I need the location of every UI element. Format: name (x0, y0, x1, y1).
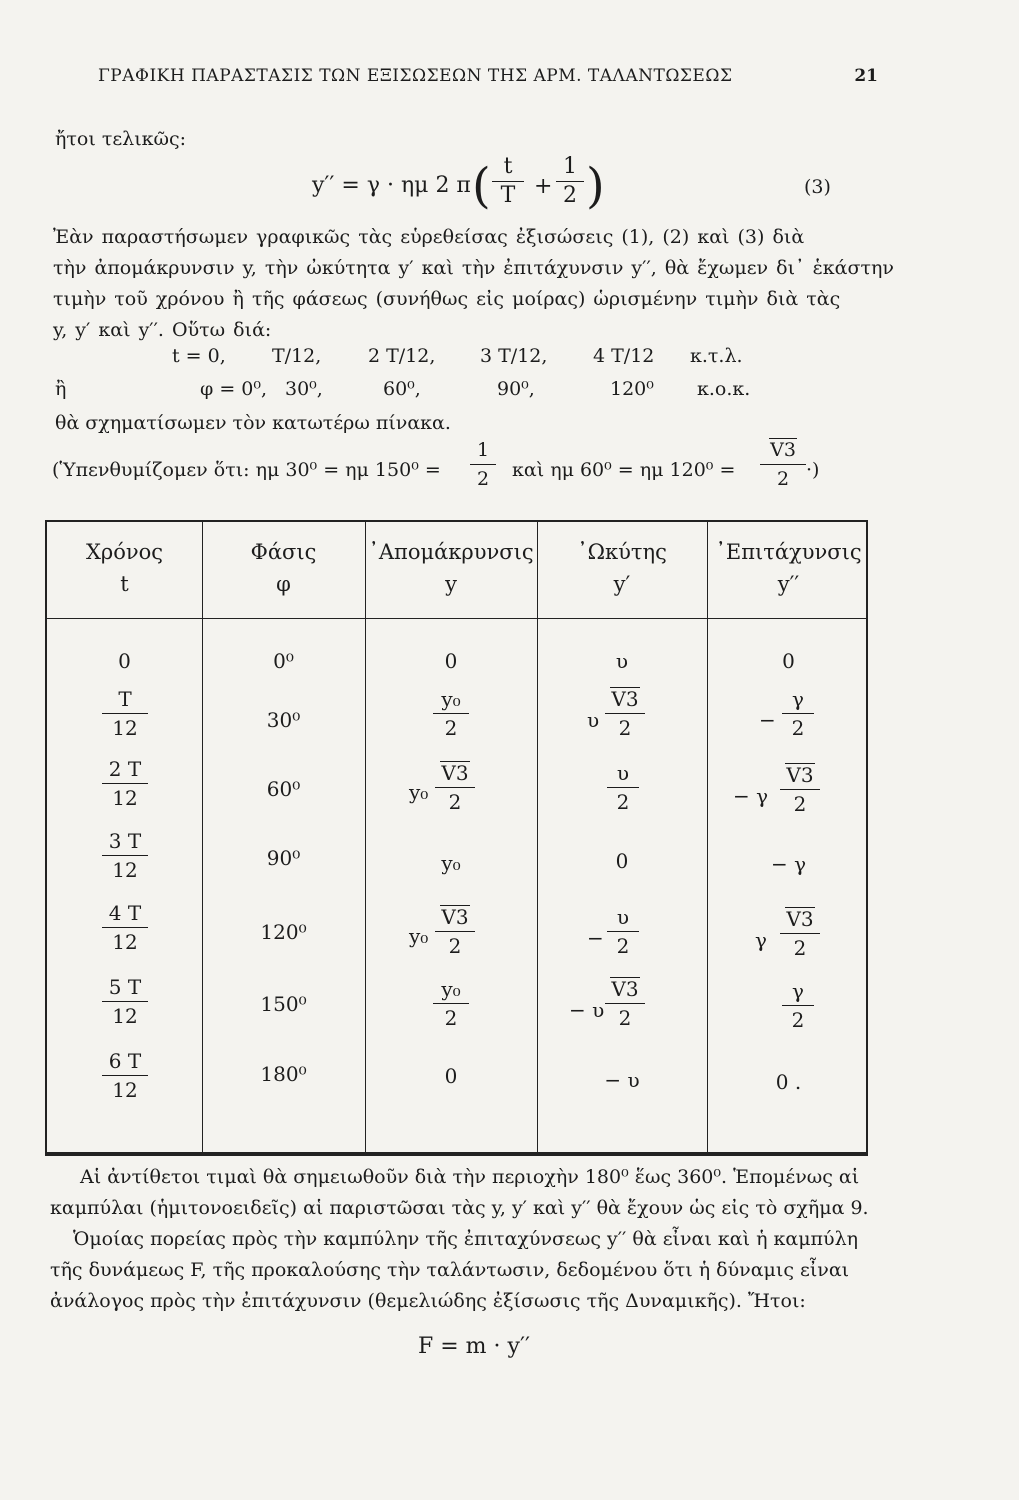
reminder-frac-half: 1 2 (470, 437, 496, 492)
eq3-open-paren: ( (472, 158, 491, 214)
cell-a-frac: γ 2 (782, 978, 814, 1033)
cell-v-coef: − υ (569, 998, 605, 1022)
equation-3 (312, 148, 872, 218)
cell-y: 0 (444, 649, 458, 673)
para1-line: τιμὴν τοῦ χρόνου ἢ τῆς φάσεως (συνήθως εἰς μοίρας) ὡρισμένην τιμὴν διὰ τὰς (53, 288, 841, 310)
cell-y-frac: y₀ 2 (433, 686, 469, 741)
cell-t: 0 (118, 649, 131, 673)
cell-v-frac: υ 2 (607, 760, 639, 815)
phi-value: 120⁰ (610, 378, 654, 400)
cell-y: y₀ (441, 851, 461, 875)
cell-t-frac: 3 T 12 (102, 828, 148, 883)
para2-line: Ὁμοίας πορείας πρὸς τὴν καμπύλην τῆς ἐπιταχύνσεως y′′ θὰ εἶναι καὶ ἡ καμπύλη (73, 1228, 859, 1250)
table-intro: θὰ σχηματίσωμεν τὸν κατωτέρω πίνακα. (55, 412, 451, 434)
header-velocity: ᾽Ωκύτης y′ (577, 540, 667, 596)
cell-y-coef: y₀ (409, 780, 429, 804)
cell-a-sign: − (759, 708, 776, 732)
cell-t-frac: 2 T 12 (102, 756, 148, 811)
header-time: Χρόνος t (85, 540, 164, 596)
cell-a-frac: V3 2 (780, 762, 820, 817)
cell-y-frac: V3 2 (435, 760, 475, 815)
cell-phi: 120⁰ (260, 920, 307, 944)
phi-value: φ = 0⁰, (200, 378, 268, 400)
cell-y: 0 (444, 1064, 458, 1088)
header-phase: Φάσις φ (250, 540, 317, 596)
reminder-part-b: καὶ ημ 60⁰ = ημ 120⁰ = (512, 459, 736, 481)
cell-a-frac: γ 2 (782, 686, 814, 741)
para1-line: τὴν ἀπομάκρυνσιν y, τὴν ὠκύτητα y′ καὶ τὴν ἐπιτάχυνσιν y′′, θὰ ἔχωμεν δι᾽ ἑκάστην (53, 257, 894, 279)
eq3-label: (3) (804, 176, 831, 198)
cell-a-frac: V3 2 (780, 906, 820, 961)
column-divider (537, 522, 538, 1152)
eq3-lhs: y′′ = γ · ημ 2 π (312, 173, 471, 198)
t-value: κ.τ.λ. (690, 345, 743, 367)
paragraph-2 (50, 1162, 869, 1317)
cell-phi: 30⁰ (266, 708, 301, 732)
cell-a-coef: − γ (733, 784, 769, 808)
para1-line: y, y′ καὶ y′′. Οὕτω διά: (53, 319, 272, 341)
cell-a: − γ (770, 852, 807, 876)
reminder-end: ·) (806, 459, 820, 481)
column-divider (707, 522, 708, 1152)
running-header (98, 66, 878, 96)
cell-phi: 90⁰ (266, 846, 301, 870)
t-value: t = 0, (172, 345, 226, 367)
para2-line: καμπύλαι (ἡμιτονοειδεῖς) αἱ παριστῶσαι τὰς y, y′ καὶ y′′ θὰ ἔχουν ὡς εἰς τὸ σχῆμα 9. (50, 1197, 869, 1219)
paragraph-1 (53, 222, 894, 346)
column-divider (202, 522, 203, 1152)
eq3-plus: + (534, 174, 553, 199)
header-displacement: ᾽Απομάκρυνσις y (368, 540, 534, 596)
header-acceleration: ᾽Επιτάχυνσις y′′ (715, 540, 862, 596)
reminder-line (0, 437, 1019, 497)
para2-line: Αἱ ἀντίθετοι τιμαὶ θὰ σημειωθοῦν διὰ τὴν περιοχὴν 180⁰ ἕως 360⁰. Ἑπομένως αἱ (80, 1166, 860, 1188)
cell-t-frac: 5 T 12 (102, 974, 148, 1029)
values-table (45, 520, 868, 1156)
cell-t-frac: T 12 (102, 686, 148, 741)
para2-line: ἀνάλογος πρὸς τὴν ἐπιτάχυνσιν (θεμελιώδης ἐξίσωσις τῆς Δυναμικῆς). Ἤτοι: (50, 1290, 806, 1312)
phi-value: κ.ο.κ. (697, 378, 751, 400)
phase-values-line (0, 378, 1019, 408)
t-value: T/12, (272, 345, 322, 367)
or-word: ἢ (55, 378, 67, 400)
cell-v: 0 (615, 849, 629, 873)
cell-v-frac: V3 2 (605, 686, 645, 741)
t-value: 2 T/12, (368, 345, 436, 367)
t-value: 3 T/12, (480, 345, 548, 367)
cell-phi: 180⁰ (260, 1062, 307, 1086)
eq3-close-paren: ) (586, 158, 605, 214)
intro-text: ἤτοι τελικῶς: (55, 128, 187, 150)
page-number: 21 (854, 66, 878, 86)
cell-a: 0 (782, 649, 795, 673)
cell-a-coef: γ (755, 928, 767, 952)
cell-v-frac: υ 2 (607, 904, 639, 959)
reminder-part-a: (Ὑπενθυμίζομεν ὅτι: ημ 30⁰ = ημ 150⁰ = (52, 459, 441, 481)
cell-v-frac: V3 2 (605, 976, 645, 1031)
header-title: ΓΡΑΦΙΚΗ ΠΑΡΑΣΤΑΣΙΣ ΤΩΝ ΕΞΙΣΩΣΕΩΝ ΤΗΣ ΑΡΜ. ΤΑΛΑΝΤΩΣΕΩΣ (98, 66, 733, 86)
cell-y-frac: y₀ 2 (433, 976, 469, 1031)
cell-t-frac: 6 T 12 (102, 1048, 148, 1103)
para1-line: Ἐὰν παραστήσωμεν γραφικῶς τὰς εὑρεθείσας ἐξισώσεις (1), (2) καὶ (3) διὰ (53, 226, 805, 248)
cell-v: υ (615, 649, 629, 673)
cell-y-coef: y₀ (409, 924, 429, 948)
time-values-line (0, 345, 1019, 375)
cell-phi: 60⁰ (266, 777, 301, 801)
cell-phi: 0⁰ (273, 649, 294, 673)
cell-v-sign: − (587, 926, 604, 950)
cell-v: − υ (604, 1068, 640, 1092)
final-equation: F = m · y′′ (418, 1334, 530, 1359)
cell-v-coef: υ (587, 708, 600, 732)
cell-y-frac: V3 2 (435, 904, 475, 959)
eq3-frac-half: 1 2 (556, 154, 584, 209)
cell-a: 0 . (775, 1070, 802, 1094)
cell-t-frac: 4 T 12 (102, 900, 148, 955)
cell-phi: 150⁰ (260, 992, 307, 1016)
phi-value: 60⁰, (383, 378, 421, 400)
t-value: 4 T/12 (593, 345, 655, 367)
header-divider (47, 618, 866, 619)
eq3-frac-t: t T (492, 154, 524, 209)
reminder-frac-sqrt3: V3 2 (760, 437, 806, 492)
para2-line: τῆς δυνάμεως F, τῆς προκαλούσης τὴν ταλάντωσιν, δεδομένου ὅτι ἡ δύναμις εἶναι (50, 1259, 850, 1281)
phi-value: 30⁰, (285, 378, 323, 400)
phi-value: 90⁰, (497, 378, 535, 400)
column-divider (365, 522, 366, 1152)
